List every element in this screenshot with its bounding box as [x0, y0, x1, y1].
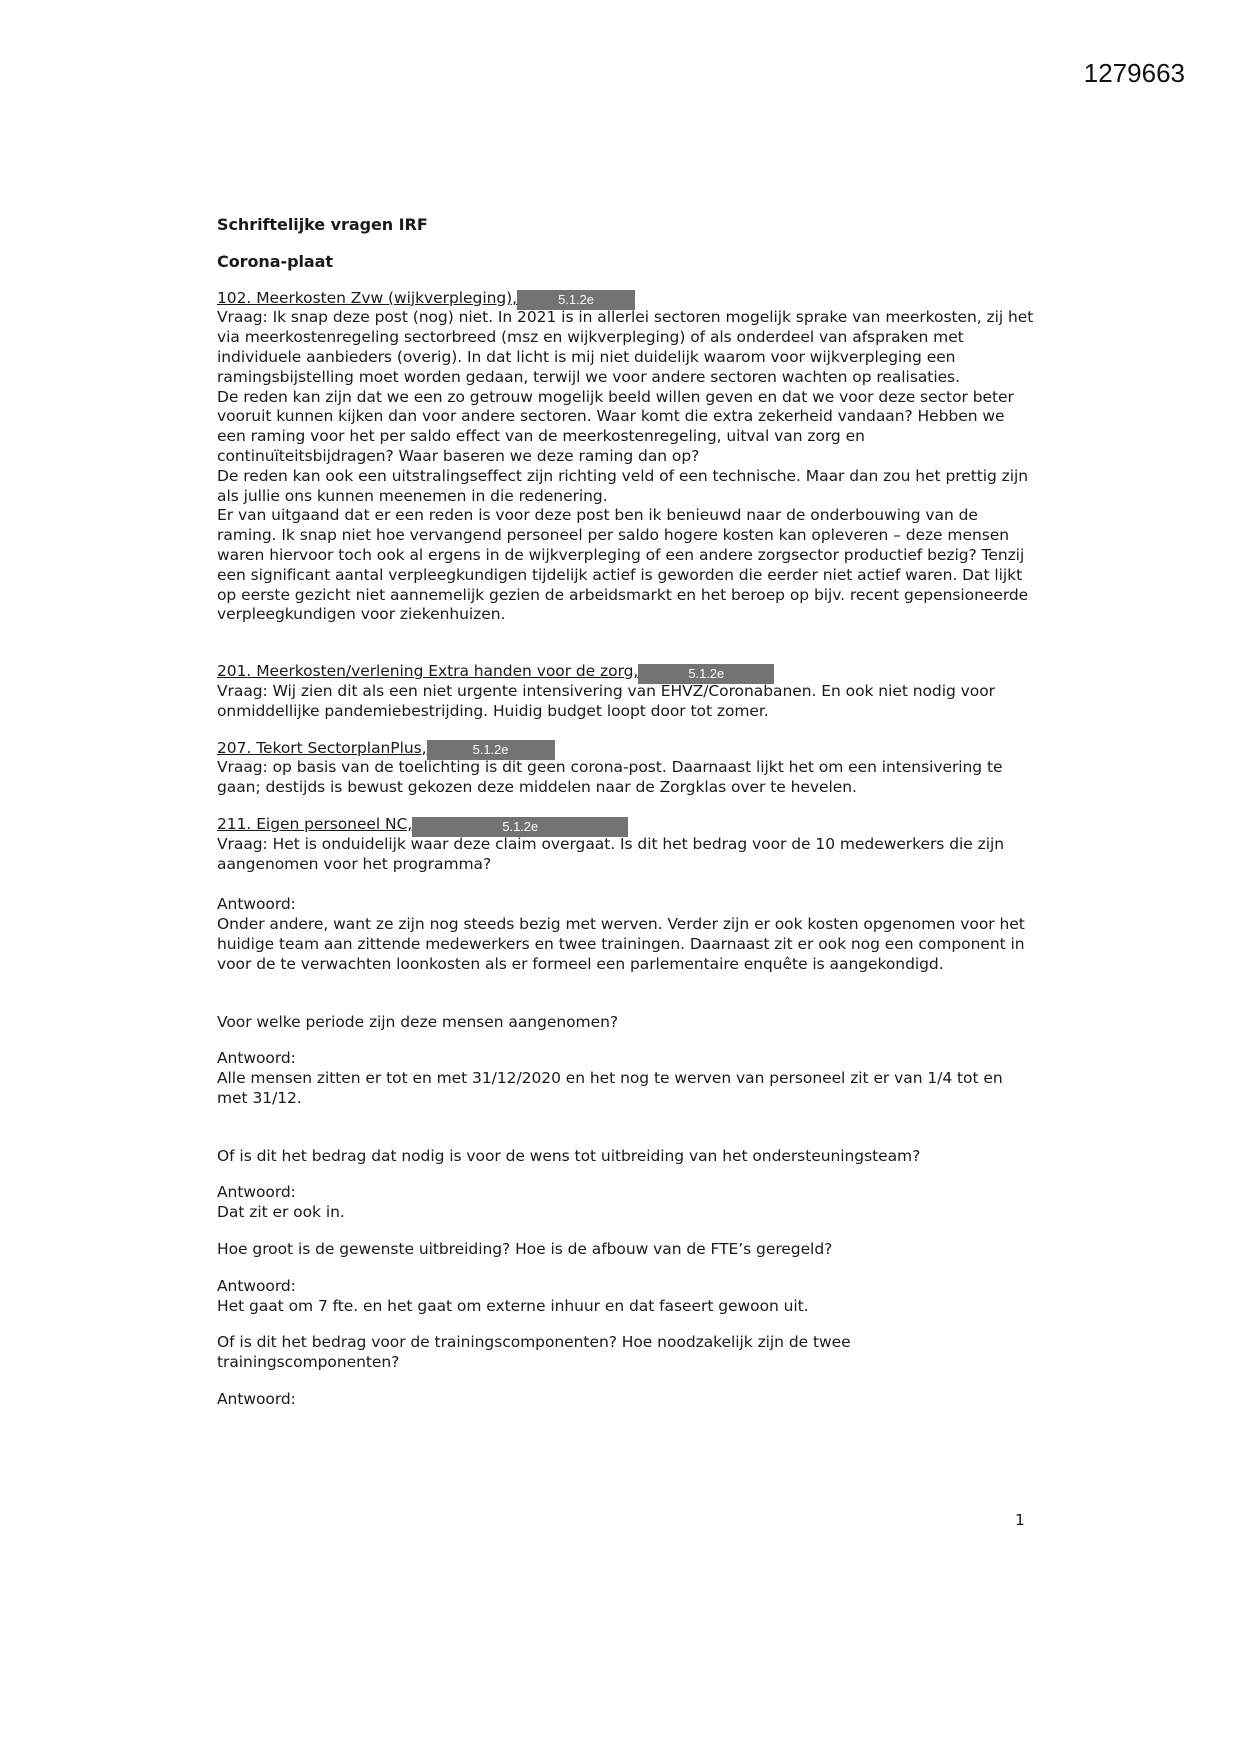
item-paragraph: Vraag: Ik snap deze post (nog) niet. In 2021 is in allerlei sectoren mogelijk sprake van meerkosten, zij het via meerkostenregeling sectorbreed (msz en wijkverpleging) of als onderdeel van afspraken met individuele aanbieders (overig). In dat licht is mij niet duidelijk waarom voor wijkverpleging een ramingsbijstelling moet worden gedaan, terwijl we voor andere sectoren wachten op realisaties. — [217, 308, 1034, 386]
item-heading: 211. Eigen personeel NC, — [217, 814, 413, 833]
redaction-box: 5.1.2e — [412, 817, 628, 837]
redaction-box: 5.1.2e — [517, 290, 635, 310]
question-text: Voor welke periode zijn deze mensen aangenomen? — [217, 1012, 619, 1031]
item-211 — [217, 815, 1037, 874]
document-body — [217, 215, 1037, 1410]
question-text: Of is dit het bedrag dat nodig is voor de wens tot uitbreiding van het ondersteuningsteam? — [217, 1146, 921, 1165]
item-102 — [217, 289, 1037, 626]
answer-label: Antwoord: — [217, 1390, 296, 1409]
answer-text: Onder andere, want ze zijn nog steeds bezig met werven. Verder zijn er ook kosten opgenomen voor het huidige team aan zittende medewerkers en twee trainingen. Daarnaast zit er ook nog een component in voor de te verwachten loonkosten als er formeel een parlementaire enquête is aangekondigd. — [217, 915, 1025, 973]
redaction-box: 5.1.2e — [427, 740, 555, 760]
answer-text: Alle mensen zitten er tot en met 31/12/2020 en het nog te werven van personeel zit er van 1/4 tot en met 31/12. — [217, 1069, 1003, 1107]
document-number: 1279663 — [1083, 58, 1185, 88]
answer-text: Dat zit er ook in. — [217, 1203, 345, 1222]
answer-label: Antwoord: — [217, 895, 296, 914]
answer-label: Antwoord: — [217, 1276, 296, 1295]
page-number: 1 — [1015, 1511, 1025, 1529]
item-paragraph: Vraag: Wij zien dit als een niet urgente intensivering van EHVZ/Coronabanen. En ook niet nodig voor onmiddellijke pandemiebestrijding. Huidig budget loopt door tot zomer. — [217, 681, 995, 720]
question-text: Hoe groot is de gewenste uitbreiding? Hoe is de afbouw van de FTE’s geregeld? — [217, 1240, 833, 1259]
item-201 — [217, 662, 1037, 721]
redaction-box: 5.1.2e — [638, 664, 774, 684]
question-text: Of is dit het bedrag voor de trainingscomponenten? Hoe noodzakelijk zijn de twee trainingscomponenten? — [217, 1333, 851, 1372]
answer-label: Antwoord: — [217, 1049, 296, 1068]
item-paragraph: Er van uitgaand dat er een reden is voor deze post ben ik benieuwd naar de onderbouwing van de raming. Ik snap niet hoe vervangend personeel per saldo hogere kosten kan opleveren – deze mensen waren hiervoor toch ook al ergens in de wijkverpleging of een andere zorgsector productief bezig? Tenzij een significant aantal verpleegkundigen tijdelijk actief is geworden die eerder niet actief waren. Dat lijkt op eerste gezicht niet aannemelijk gezien de arbeidsmarkt en het beroep op bijv. recent gepensioneerde verpleegkundigen voor ziekenhuizen. — [217, 506, 1029, 624]
item-paragraph: De reden kan ook een uitstralingseffect zijn richting veld of een technische. Maar dan zou het prettig zijn als jullie ons kunnen meenemen in die redenering. — [217, 466, 1029, 505]
item-207 — [217, 739, 1037, 798]
item-paragraph: Vraag: op basis van de toelichting is dit geen corona-post. Daarnaast lijkt het om een intensivering te gaan; destijds is bewust gekozen deze middelen naar de Zorgklas over te hevelen. — [217, 758, 1003, 797]
item-paragraph: De reden kan zijn dat we een zo getrouw mogelijk beeld willen geven en dat we voor deze sector beter vooruit kunnen kijken dan voor andere sectoren. Waar komt die extra zekerheid vandaan? Hebben we een raming voor het per saldo effect van de meerkostenregeling, uitval van zorg en continuïteitsbijdragen? Waar baseren we deze raming dan op? — [217, 387, 1014, 465]
item-heading: 201. Meerkosten/verlening Extra handen voor de zorg, — [217, 662, 639, 681]
answer-label: Antwoord: — [217, 1183, 296, 1202]
document-title: Schriftelijke vragen IRF — [217, 215, 428, 234]
item-heading: 102. Meerkosten Zvw (wijkverpleging), — [217, 288, 518, 307]
item-heading: 207. Tekort SectorplanPlus, — [217, 738, 427, 757]
answer-text: Het gaat om 7 fte. en het gaat om externe inhuur en dat faseert gewoon uit. — [217, 1296, 809, 1315]
section-title: Corona-plaat — [217, 251, 334, 271]
item-paragraph: Vraag: Het is onduidelijk waar deze claim overgaat. Is dit het bedrag voor de 10 medewerkers die zijn aangenomen voor het programma? — [217, 834, 1004, 873]
